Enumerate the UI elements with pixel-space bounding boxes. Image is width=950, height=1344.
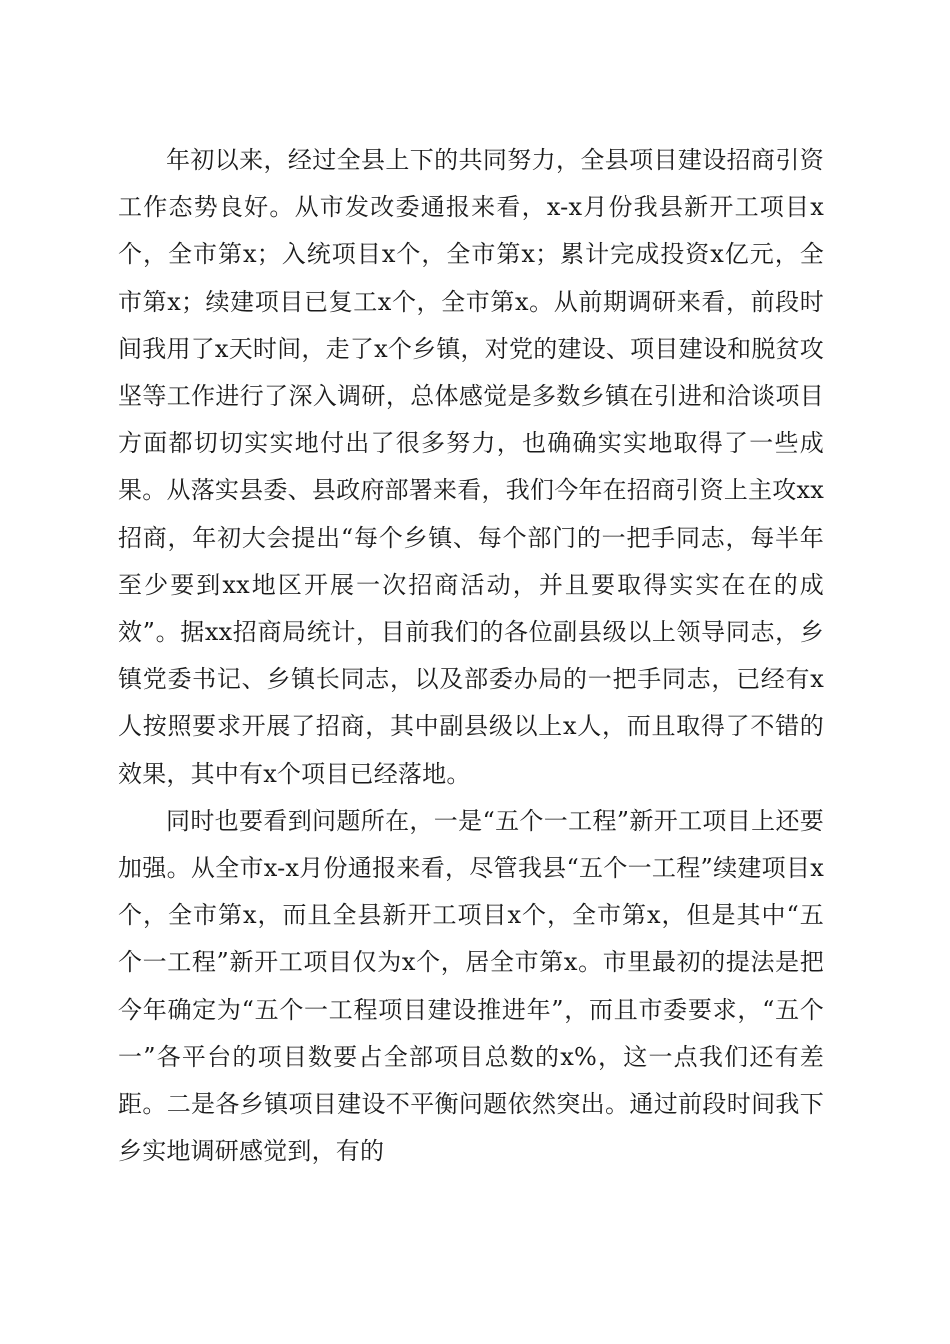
paragraph-2: 同时也要看到问题所在，一是“五个一工程”新开工项目上还要加强。从全市x-x月份通报来看，尽管我县“五个一工程”续建项目x个，全市第x，而且全县新开工项目x个，全市第x，但是其中“五个一工程”新开工项目仅为x个，居全市第x。市里最初的提法是把今年确定为“五个一工程项目建设推进年”，而且市委要求，“五个一”各平台的项目数要占全部项目总数的x%，这一点我们还有差距。二是各乡镇项目建设不平衡问题依然突出。通过前段时间我下乡实地调研感觉到，有的 — [118, 806, 824, 1166]
document-body — [118, 137, 824, 1175]
paragraph-1: 年初以来，经过全县上下的共同努力，全县项目建设招商引资工作态势良好。从市发改委通报来看，x-x月份我县新开工项目x个，全市第x；入统项目x个，全市第x；累计完成投资x亿元，全市第x；续建项目已复工x个，全市第x。从前期调研来看，前段时间我用了x天时间，走了x个乡镇，对党的建设、项目建设和脱贫攻坚等工作进行了深入调研，总体感觉是多数乡镇在引进和洽谈项目方面都切切实实地付出了很多努力，也确确实实地取得了一些成果。从落实县委、县政府部署来看，我们今年在招商引资上主攻xx招商，年初大会提出“每个乡镇、每个部门的一把手同志，每半年至少要到xx地区开展一次招商活动，并且要取得实实在在的成效”。据xx招商局统计，目前我们的各位副县级以上领导同志，乡镇党委书记、乡镇长同志，以及部委办局的一把手同志，已经有x人按照要求开展了招商，其中副县级以上x人，而且取得了不错的效果，其中有x个项目已经落地。 — [118, 146, 824, 788]
